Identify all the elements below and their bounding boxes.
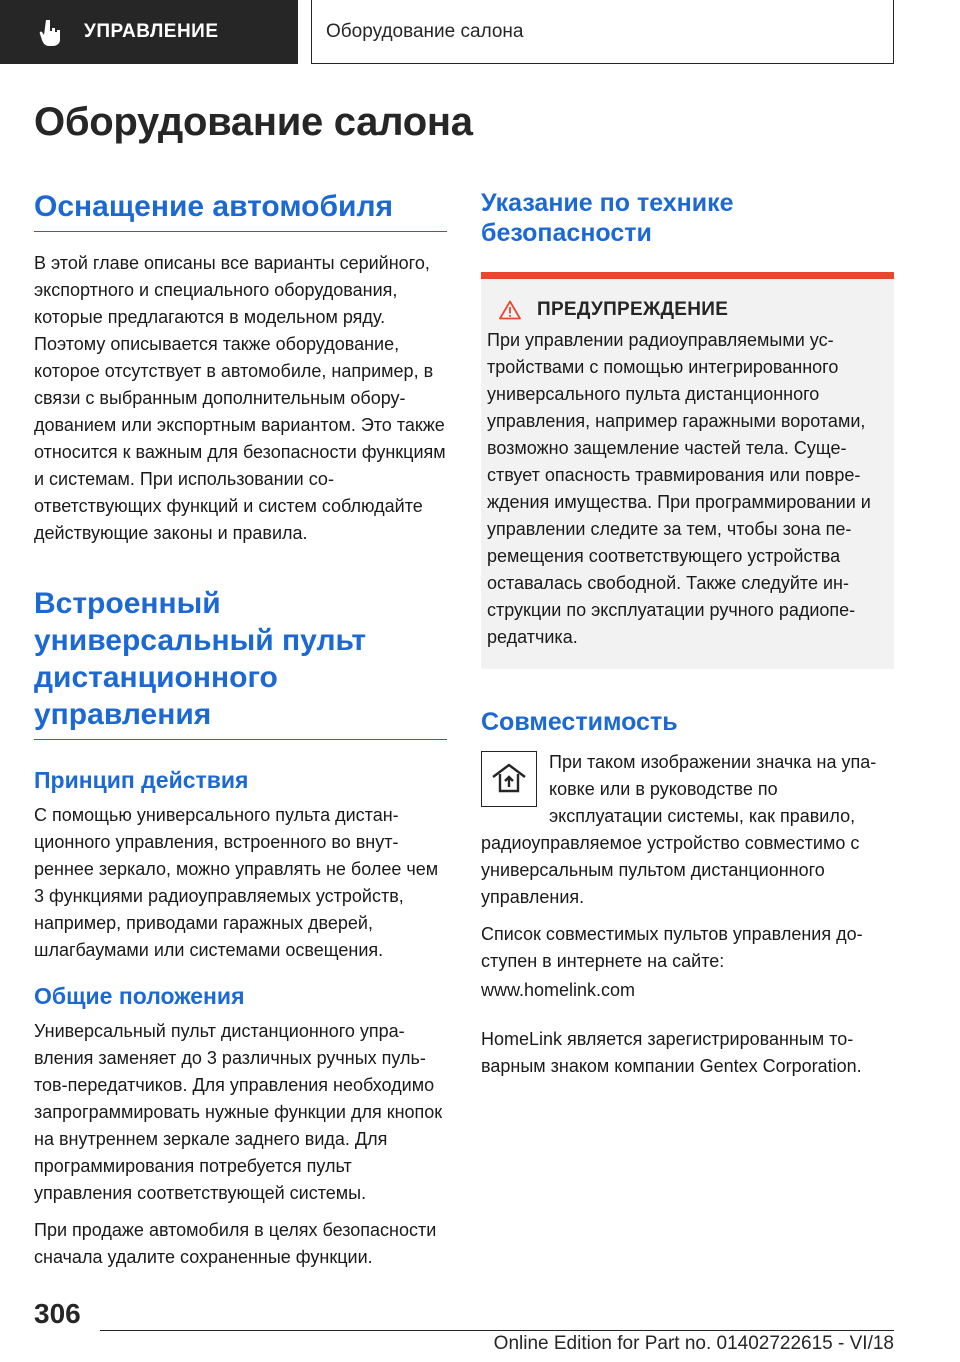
paragraph-general-2: При продаже автомобиля в целях безопасности сначала удалите сохраненные функции. bbox=[34, 1220, 437, 1267]
warning-header bbox=[487, 299, 886, 321]
warning-text: При управлении радиоуправляемыми устройствами с помощью интегрированного универсального пульта дистанционного управления, например гаражными воротами, возможно защемление частей тела. Существует опасность травмирования или повреждения имущества. При программировании и управлении следите за тем, чтобы зона перемещения соответствующего устройства оставалась свободной. Также следуйте инструкции по эксплуатации ручного радиопередатчика. bbox=[487, 330, 871, 647]
warning-box bbox=[481, 272, 894, 669]
paragraph-list: Список совместимых пультов управления доступен в интернете на сайте: bbox=[481, 924, 863, 971]
paragraph-principle: С помощью универсального пульта дистанционного управления, встроенного во внутреннее зеркало, можно управлять не более чем 3 функциями радиоуправляемых устройств, например, приводами гаражных дверей, шлагбаумами или системами освещения. bbox=[34, 805, 439, 960]
warning-title: ПРЕДУПРЕЖДЕНИЕ bbox=[537, 299, 729, 320]
warning-triangle-icon bbox=[499, 300, 521, 320]
compatibility-block bbox=[481, 749, 894, 911]
paragraph-trademark: HomeLink является зарегистрированным товарным знаком компании Gentex Corporation. bbox=[481, 1029, 862, 1076]
chapter-header: Оборудование салона bbox=[311, 0, 894, 64]
edition-text: Online Edition for Part no. 01402722615 - VI/18 bbox=[493, 1333, 894, 1354]
paragraph-equipment: В этой главе описаны все варианты серийного, экспортного и специального оборудования, которые предлагаются в модельном ряду. Поэтому описывается также оборудование, которое отсутствует в автомобиле, например, в связи с выбранным дополнительным оборудованием или экспортным вариантом. Это также относится к важным для безопасности функциям и системам. При использовании соответствующих функций и систем соблюдайте действующие законы и правила. bbox=[34, 253, 446, 543]
section-tab bbox=[0, 0, 298, 64]
right-column bbox=[481, 188, 894, 1090]
heading-principle: Принцип действия bbox=[34, 767, 249, 793]
heading-equipment: Оснащение автомобиля bbox=[34, 188, 447, 232]
page-title: Оборудование салона bbox=[34, 100, 473, 144]
homelink-url[interactable]: www.homelink.com bbox=[481, 980, 636, 1000]
footer-divider bbox=[100, 1330, 894, 1331]
left-column bbox=[34, 188, 447, 1281]
hand-pointer-icon bbox=[38, 18, 64, 46]
heading-safety: Указание по технике безопасности bbox=[481, 189, 734, 247]
paragraph-compatibility: При таком изображении значка на упаковке или в руководстве по эксплуатации системы, как правило, радиоуправляемое устройство совместимо с универсальным пультом дистанционного управления. bbox=[481, 752, 877, 907]
page-number: 306 bbox=[34, 1298, 81, 1329]
heading-compatibility: Совместимость bbox=[481, 708, 678, 736]
heading-remote: Встроенный универсальный пульт дистанционного управления bbox=[34, 585, 447, 740]
paragraph-general-1: Универсальный пульт дистанционного управления заменяет до 3 различных ручных пультов-передатчиков. Для управления необходимо запрограммировать нужные функции для кнопок на внутреннем зеркале заднего вида. Для программирования потребуется пульт управления соответствующей системы. bbox=[34, 1021, 443, 1203]
homelink-house-icon bbox=[481, 751, 537, 807]
heading-general: Общие положения bbox=[34, 983, 245, 1009]
section-label: УПРАВЛЕНИЕ bbox=[84, 21, 219, 42]
